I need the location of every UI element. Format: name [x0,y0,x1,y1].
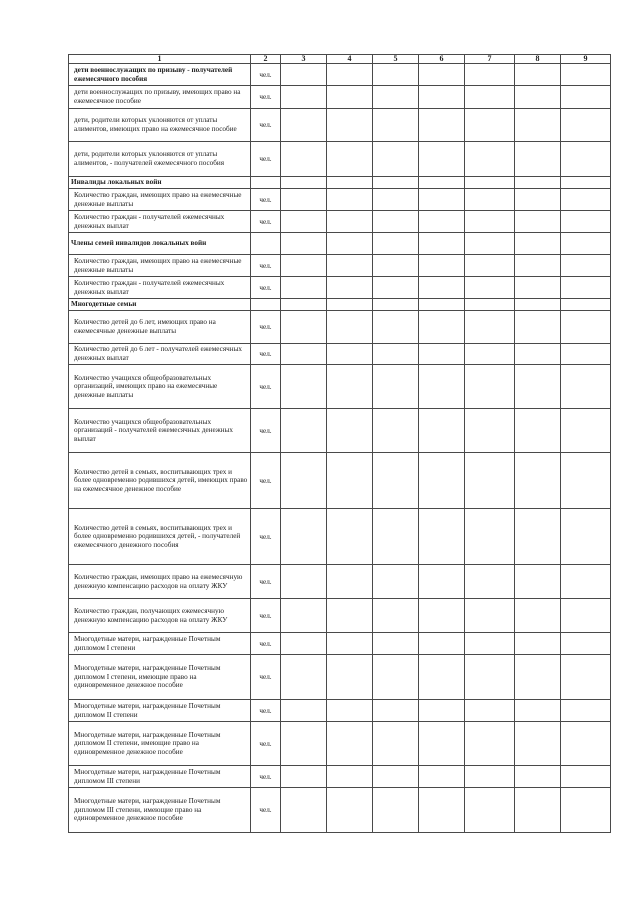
row-unit: чел. [251,64,281,86]
value-cell[interactable] [327,255,373,277]
row-unit: чел. [251,633,281,655]
row-label: Количество учащихся общеобразовательных организаций - получателей ежемесячных денежных выплат [69,409,251,453]
value-cell[interactable] [515,233,561,255]
value-cell[interactable] [465,211,515,233]
value-cell[interactable] [515,700,561,722]
value-cell[interactable] [561,655,611,700]
column-header: 2 [251,55,281,64]
value-cell[interactable] [465,509,515,565]
value-cell[interactable] [465,409,515,453]
value-cell[interactable] [327,633,373,655]
value-cell[interactable] [465,365,515,409]
value-cell[interactable] [373,633,419,655]
table-row [69,109,611,142]
row-label: Инвалиды локальных войн [69,177,251,189]
value-cell[interactable] [281,453,327,509]
value-cell[interactable] [419,599,465,633]
value-cell[interactable] [561,109,611,142]
value-cell[interactable] [373,142,419,177]
value-cell[interactable] [561,233,611,255]
value-cell[interactable] [373,599,419,633]
statistics-table [68,54,611,833]
value-cell[interactable] [327,211,373,233]
row-unit: чел. [251,655,281,700]
value-cell[interactable] [561,788,611,833]
value-cell[interactable] [515,255,561,277]
value-cell[interactable] [561,766,611,788]
table-row [69,299,611,311]
value-cell[interactable] [327,788,373,833]
value-cell[interactable] [373,365,419,409]
row-unit [251,177,281,189]
value-cell[interactable] [281,189,327,211]
row-unit: чел. [251,365,281,409]
row-unit: чел. [251,142,281,177]
row-unit: чел. [251,565,281,599]
value-cell[interactable] [465,64,515,86]
data-table-sheet [68,54,611,833]
value-cell[interactable] [515,299,561,311]
value-cell[interactable] [281,365,327,409]
value-cell[interactable] [281,409,327,453]
header-row [69,55,611,64]
value-cell[interactable] [515,655,561,700]
row-unit: чел. [251,311,281,344]
value-cell[interactable] [465,788,515,833]
value-cell[interactable] [419,788,465,833]
value-cell[interactable] [373,766,419,788]
value-cell[interactable] [465,655,515,700]
row-label: Многодетные матери, награжденные Почетным дипломом I степени [69,633,251,655]
value-cell[interactable] [281,109,327,142]
column-header: 9 [561,55,611,64]
value-cell[interactable] [465,86,515,109]
value-cell[interactable] [515,109,561,142]
value-cell[interactable] [281,633,327,655]
value-cell[interactable] [327,766,373,788]
row-unit: чел. [251,86,281,109]
value-cell[interactable] [561,509,611,565]
table-row [69,177,611,189]
row-unit: чел. [251,109,281,142]
value-cell[interactable] [419,189,465,211]
value-cell[interactable] [419,453,465,509]
row-unit: чел. [251,453,281,509]
value-cell[interactable] [327,299,373,311]
row-label: Количество граждан - получателей ежемесячных денежных выплат [69,277,251,299]
table-row [69,277,611,299]
value-cell[interactable] [327,655,373,700]
value-cell[interactable] [327,509,373,565]
value-cell[interactable] [419,311,465,344]
value-cell[interactable] [281,700,327,722]
value-cell[interactable] [465,277,515,299]
value-cell[interactable] [373,189,419,211]
row-label: Многодетные матери, награжденные Почетным дипломом III степени, имеющие право на единовременное денежное пособие [69,788,251,833]
value-cell[interactable] [561,86,611,109]
table-row [69,344,611,365]
row-unit: чел. [251,211,281,233]
value-cell[interactable] [373,277,419,299]
row-label: Количество детей до 6 лет, имеющих право на ежемесячные денежные выплаты [69,311,251,344]
value-cell[interactable] [373,64,419,86]
value-cell[interactable] [373,86,419,109]
value-cell[interactable] [281,211,327,233]
value-cell[interactable] [465,766,515,788]
row-unit: чел. [251,277,281,299]
value-cell[interactable] [281,766,327,788]
value-cell[interactable] [515,64,561,86]
value-cell[interactable] [561,344,611,365]
table-row [69,311,611,344]
value-cell[interactable] [515,86,561,109]
value-cell[interactable] [515,633,561,655]
value-cell[interactable] [327,311,373,344]
value-cell[interactable] [327,409,373,453]
table-row [69,599,611,633]
value-cell[interactable] [419,722,465,766]
value-cell[interactable] [327,722,373,766]
value-cell[interactable] [281,788,327,833]
column-header: 7 [465,55,515,64]
value-cell[interactable] [373,344,419,365]
row-label: Многодетные матери, награжденные Почетным дипломом III степени [69,766,251,788]
table-row [69,64,611,86]
value-cell[interactable] [327,365,373,409]
value-cell[interactable] [465,311,515,344]
table-row [69,655,611,700]
value-cell[interactable] [419,142,465,177]
value-cell[interactable] [419,299,465,311]
column-header: 3 [281,55,327,64]
value-cell[interactable] [419,565,465,599]
value-cell[interactable] [561,633,611,655]
column-header: 6 [419,55,465,64]
value-cell[interactable] [281,177,327,189]
value-cell[interactable] [465,453,515,509]
value-cell[interactable] [373,311,419,344]
table-row [69,565,611,599]
row-label: Многодетные матери, награжденные Почетным дипломом I степени, имеющие право на единовременное денежное пособие [69,655,251,700]
row-label: Количество граждан, имеющих право на ежемесячную денежную компенсацию расходов на оплату ЖКУ [69,565,251,599]
value-cell[interactable] [373,453,419,509]
value-cell[interactable] [515,277,561,299]
value-cell[interactable] [515,142,561,177]
table-row [69,365,611,409]
value-cell[interactable] [419,409,465,453]
value-cell[interactable] [281,344,327,365]
column-header: 4 [327,55,373,64]
value-cell[interactable] [419,344,465,365]
value-cell[interactable] [281,299,327,311]
value-cell[interactable] [327,177,373,189]
value-cell[interactable] [281,311,327,344]
value-cell[interactable] [515,211,561,233]
table-row [69,211,611,233]
value-cell[interactable] [465,177,515,189]
value-cell[interactable] [327,277,373,299]
value-cell[interactable] [419,64,465,86]
value-cell[interactable] [373,233,419,255]
value-cell[interactable] [373,409,419,453]
row-unit: чел. [251,409,281,453]
row-unit: чел. [251,255,281,277]
value-cell[interactable] [373,565,419,599]
value-cell[interactable] [419,86,465,109]
table-row [69,766,611,788]
table-row [69,409,611,453]
value-cell[interactable] [515,409,561,453]
value-cell[interactable] [373,211,419,233]
column-header: 8 [515,55,561,64]
value-cell[interactable] [281,64,327,86]
value-cell[interactable] [465,109,515,142]
value-cell[interactable] [419,255,465,277]
value-cell[interactable] [281,565,327,599]
value-cell[interactable] [515,177,561,189]
value-cell[interactable] [373,788,419,833]
value-cell[interactable] [465,722,515,766]
value-cell[interactable] [561,599,611,633]
table-row [69,189,611,211]
value-cell[interactable] [561,211,611,233]
value-cell[interactable] [419,177,465,189]
value-cell[interactable] [515,788,561,833]
value-cell[interactable] [281,86,327,109]
row-label: Количество детей до 6 лет - получателей ежемесячных денежных выплат [69,344,251,365]
row-label: Количество детей в семьях, воспитывающих трех и более одновременно родившихся детей, имеющих право на ежемесячное денежное пособие [69,453,251,509]
row-label: Многодетные семьи [69,299,251,311]
value-cell[interactable] [561,189,611,211]
value-cell[interactable] [281,722,327,766]
value-cell[interactable] [561,177,611,189]
value-cell[interactable] [281,655,327,700]
value-cell[interactable] [561,64,611,86]
value-cell[interactable] [327,109,373,142]
value-cell[interactable] [419,655,465,700]
value-cell[interactable] [281,509,327,565]
value-cell[interactable] [515,565,561,599]
value-cell[interactable] [327,565,373,599]
value-cell[interactable] [515,189,561,211]
value-cell[interactable] [327,344,373,365]
value-cell[interactable] [465,255,515,277]
value-cell[interactable] [515,311,561,344]
value-cell[interactable] [561,277,611,299]
row-label: Члены семей инвалидов локальных войн [69,233,251,255]
value-cell[interactable] [281,142,327,177]
value-cell[interactable] [561,409,611,453]
value-cell[interactable] [465,599,515,633]
value-cell[interactable] [515,509,561,565]
row-unit: чел. [251,189,281,211]
value-cell[interactable] [465,700,515,722]
value-cell[interactable] [373,109,419,142]
value-cell[interactable] [465,299,515,311]
value-cell[interactable] [515,453,561,509]
row-unit: чел. [251,599,281,633]
value-cell[interactable] [561,565,611,599]
value-cell[interactable] [419,766,465,788]
value-cell[interactable] [465,189,515,211]
value-cell[interactable] [327,599,373,633]
value-cell[interactable] [561,255,611,277]
value-cell[interactable] [327,453,373,509]
value-cell[interactable] [465,633,515,655]
value-cell[interactable] [465,142,515,177]
column-header: 5 [373,55,419,64]
value-cell[interactable] [561,311,611,344]
row-label: Количество граждан - получателей ежемесячных денежных выплат [69,211,251,233]
row-label: Количество детей в семьях, воспитывающих трех и более одновременно родившихся детей, - получателей ежемесячного денежного пособия [69,509,251,565]
value-cell[interactable] [465,233,515,255]
table-row [69,509,611,565]
value-cell[interactable] [281,233,327,255]
value-cell[interactable] [419,365,465,409]
value-cell[interactable] [561,722,611,766]
value-cell[interactable] [515,344,561,365]
value-cell[interactable] [419,211,465,233]
table-row [69,788,611,833]
row-label: Количество граждан, получающих ежемесячную денежную компенсацию расходов на оплату ЖКУ [69,599,251,633]
value-cell[interactable] [373,177,419,189]
value-cell[interactable] [419,633,465,655]
row-label: Многодетные матери, награжденные Почетным дипломом II степени, имеющие право на единовременное денежное пособие [69,722,251,766]
table-row [69,700,611,722]
value-cell[interactable] [373,255,419,277]
value-cell[interactable] [373,509,419,565]
table-row [69,142,611,177]
value-cell[interactable] [327,700,373,722]
value-cell[interactable] [327,86,373,109]
value-cell[interactable] [373,655,419,700]
value-cell[interactable] [327,189,373,211]
value-cell[interactable] [419,509,465,565]
row-label: дети, родители которых уклоняются от уплаты алиментов, - получателей ежемесячного пособия [69,142,251,177]
row-unit: чел. [251,344,281,365]
table-row [69,233,611,255]
table-row [69,722,611,766]
value-cell[interactable] [373,299,419,311]
value-cell[interactable] [327,233,373,255]
row-unit: чел. [251,509,281,565]
value-cell[interactable] [281,599,327,633]
value-cell[interactable] [561,299,611,311]
table-row [69,453,611,509]
value-cell[interactable] [419,700,465,722]
value-cell[interactable] [561,453,611,509]
row-unit: чел. [251,700,281,722]
value-cell[interactable] [419,233,465,255]
value-cell[interactable] [561,142,611,177]
row-label: Количество граждан, имеющих право на ежемесячные денежные выплаты [69,255,251,277]
value-cell[interactable] [327,64,373,86]
column-header: 1 [69,55,251,64]
row-label: Количество учащихся общеобразовательных организаций, имеющих право на ежемесячные денежные выплаты [69,365,251,409]
value-cell[interactable] [465,344,515,365]
row-label: Количество граждан, имеющих право на ежемесячные денежные выплаты [69,189,251,211]
value-cell[interactable] [515,365,561,409]
value-cell[interactable] [561,700,611,722]
row-label: дети военнослужащих по призыву, имеющих право на ежемесячное пособие [69,86,251,109]
row-unit: чел. [251,722,281,766]
value-cell[interactable] [419,109,465,142]
value-cell[interactable] [515,722,561,766]
table-row [69,255,611,277]
value-cell[interactable] [281,255,327,277]
table-row [69,86,611,109]
table-row [69,633,611,655]
value-cell[interactable] [515,766,561,788]
row-unit: чел. [251,788,281,833]
value-cell[interactable] [373,722,419,766]
row-label: дети, родители которых уклоняются от уплаты алиментов, имеющих право на ежемесячное пособие [69,109,251,142]
row-unit: чел. [251,766,281,788]
value-cell[interactable] [465,565,515,599]
value-cell[interactable] [561,365,611,409]
value-cell[interactable] [281,277,327,299]
value-cell[interactable] [515,599,561,633]
row-label: Многодетные матери, награжденные Почетным дипломом II степени [69,700,251,722]
row-label: дети военнослужащих по призыву - получателей ежемесячного пособия [69,64,251,86]
value-cell[interactable] [327,142,373,177]
row-unit [251,233,281,255]
row-unit [251,299,281,311]
value-cell[interactable] [373,700,419,722]
value-cell[interactable] [419,277,465,299]
